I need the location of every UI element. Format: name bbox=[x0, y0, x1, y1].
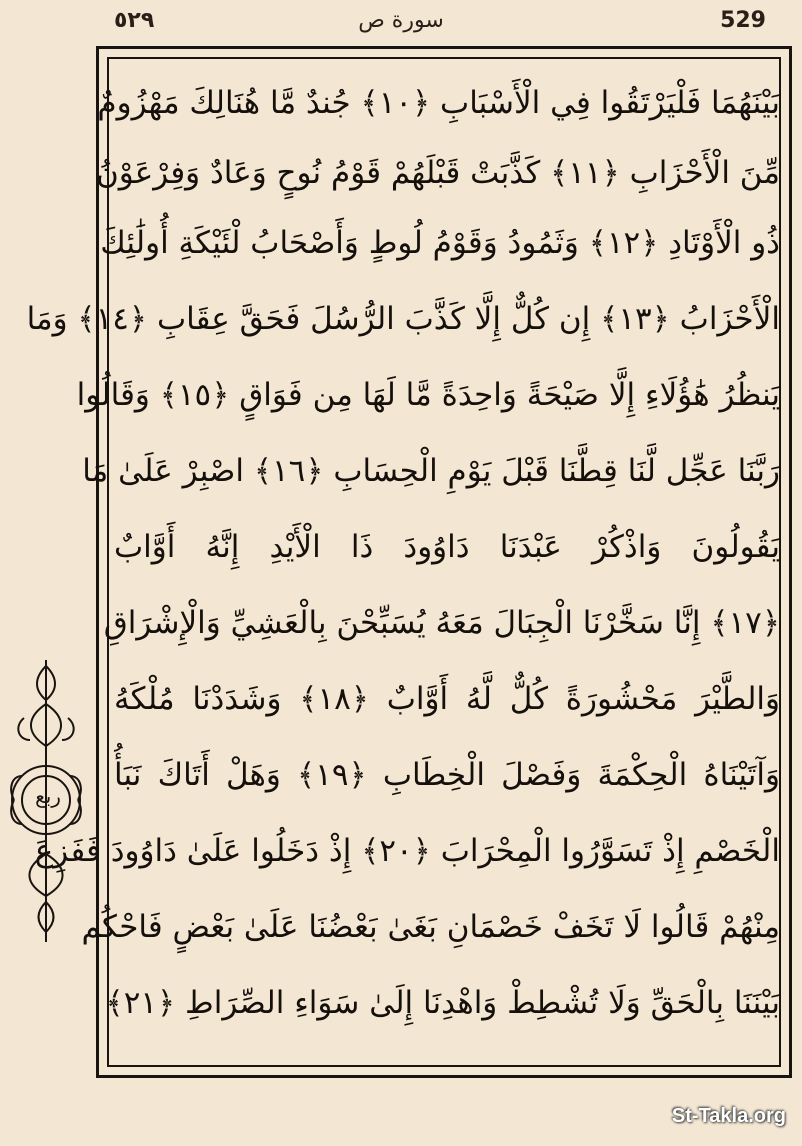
verse-line-13: بَيْنَنَا بِالْحَقِّ وَلَا تُشْطِطْ وَاهْدِنَا إِلَىٰ سَوَاءِ الصِّرَاطِ ﴿٢١﴾ bbox=[105, 985, 780, 1021]
page-header bbox=[0, 0, 802, 46]
verse-line-2: مِّنَ الْأَحْزَابِ ﴿١١﴾ كَذَّبَتْ قَبْلَهُمْ قَوْمُ نُوحٍ وَعَادٌ وَفِرْعَوْنُ bbox=[95, 155, 780, 191]
page-number-arabic: ٥٢٩ bbox=[114, 8, 155, 33]
verse-line-10: وَآتَيْنَاهُ الْحِكْمَةَ وَفَصْلَ الْخِطَابِ ﴿١٩﴾ وَهَلْ أَتَاكَ نَبَأُ bbox=[114, 757, 780, 793]
page-number: 529 bbox=[720, 8, 766, 33]
verse-line-5: يَنظُرُ هَٰؤُلَاءِ إِلَّا صَيْحَةً وَاحِدَةً مَّا لَهَا مِن فَوَاقٍ ﴿١٥﴾ وَقَالُوا bbox=[76, 377, 780, 413]
verse-line-1: بَيْنَهُمَا فَلْيَرْتَقُوا فِي الْأَسْبَابِ ﴿١٠﴾ جُندٌ مَّا هُنَالِكَ مَهْزُومٌ bbox=[97, 85, 780, 121]
verse-line-6: رَبَّنَا عَجِّل لَّنَا قِطَّنَا قَبْلَ يَوْمِ الْحِسَابِ ﴿١٦﴾ اصْبِرْ عَلَىٰ مَا bbox=[82, 453, 780, 489]
verse-line-4: الْأَحْزَابُ ﴿١٣﴾ إِن كُلٌّ إِلَّا كَذَّبَ الرُّسُلَ فَحَقَّ عِقَابِ ﴿١٤﴾ وَمَا bbox=[26, 301, 780, 337]
watermark: St-Takla.org bbox=[671, 1105, 786, 1127]
surah-title: سورة ص bbox=[358, 8, 444, 33]
verse-line-8: ﴿١٧﴾ إِنَّا سَخَّرْنَا الْجِبَالَ مَعَهُ يُسَبِّحْنَ بِالْعَشِيِّ وَالْإِشْرَاقِ bbox=[103, 605, 780, 641]
verse-line-12: مِنْهُمْ قَالُوا لَا تَخَفْ خَصْمَانِ بَغَىٰ بَعْضُنَا عَلَىٰ بَعْضٍ فَاحْكُم bbox=[81, 909, 780, 945]
rub-marker-label: ربع bbox=[35, 784, 61, 808]
verse-line-11: الْخَصْمِ إِذْ تَسَوَّرُوا الْمِحْرَابَ ﴿٢٠﴾ إِذْ دَخَلُوا عَلَىٰ دَاوُودَ فَفَزِعَ bbox=[34, 833, 780, 869]
verse-line-9: وَالطَّيْرَ مَحْشُورَةً كُلٌّ لَّهُ أَوَّابٌ ﴿١٨﴾ وَشَدَدْنَا مُلْكَهُ bbox=[114, 681, 781, 717]
verse-line-3: ذُو الْأَوْتَادِ ﴿١٢﴾ وَثَمُودُ وَقَوْمُ لُوطٍ وَأَصْحَابُ لْئَيْكَةِ أُولَٰئِكَ bbox=[100, 225, 780, 261]
verse-line-7: يَقُولُونَ وَاذْكُرْ عَبْدَنَا دَاوُودَ ذَا الْأَيْدِ إِنَّهُ أَوَّابٌ bbox=[114, 529, 780, 565]
